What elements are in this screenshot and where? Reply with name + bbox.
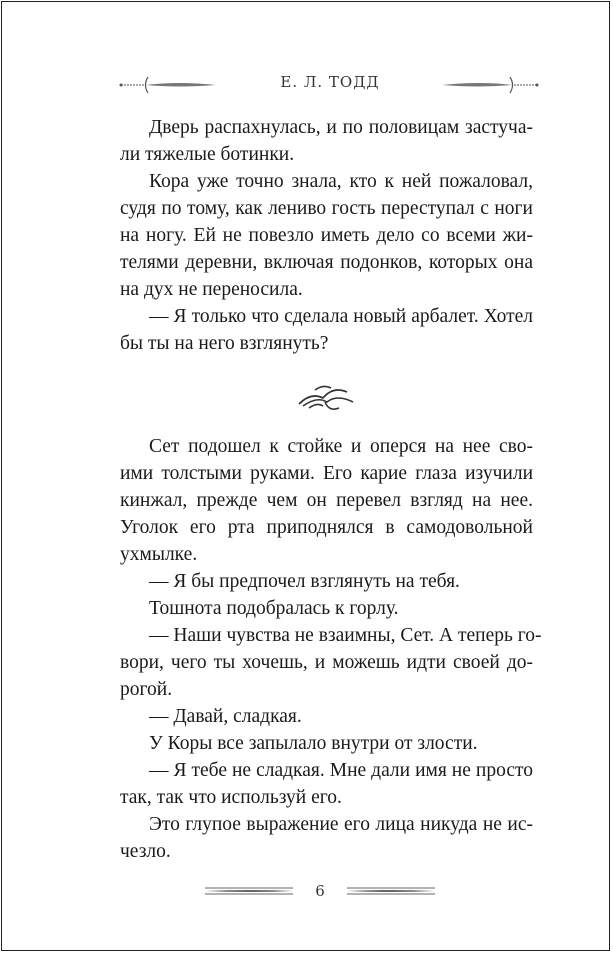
text-line: — Я тебе не сладкая. Мне дали имя не просто [149, 760, 533, 781]
fleuron-ornament-icon [297, 382, 355, 416]
text-line: телями деревни, включая подонков, которых она [120, 252, 533, 273]
text-line: Тошнота подобралась к горлу. [149, 598, 399, 619]
text-line: — Я только что сделала новый арбалет. Хотел [149, 306, 533, 327]
text-line: Уголок его рта приподнялся в самодовольной [120, 517, 533, 538]
text-line: Кора уже точно знала, кто к ней пожаловал, [149, 171, 533, 192]
header-author: Е. Л. ТОДД [280, 73, 380, 91]
text-line: — Давай, сладкая. [149, 706, 302, 727]
text-section-2 [120, 433, 542, 865]
text-line: чезло. [120, 841, 171, 862]
right-rule-ornament-icon [345, 886, 435, 896]
text-line: ими толстыми руками. Его карие глаза изучили [120, 463, 533, 484]
text-line: рогой. [120, 679, 173, 700]
text-line: вори, чего ты хочешь, и можешь идти своей до- [120, 652, 533, 673]
text-line: так, так что используй его. [120, 787, 342, 808]
text-line: бы ты на него взглянуть? [120, 333, 329, 354]
text-section-1 [120, 114, 533, 357]
text-line: кинжал, прежде чем он перевел взгляд на нее. [120, 490, 533, 511]
text-line: Сет подошел к стойке и оперся на нее сво- [149, 436, 533, 457]
text-line: на ногу. Ей не повезло иметь дело со всеми жи- [120, 225, 533, 246]
text-line: Дверь распахнулась, и по половицам застуча- [149, 117, 533, 138]
text-line: ухмылке. [120, 544, 198, 565]
right-sword-ornament-icon [440, 76, 540, 94]
text-line: — Я бы предпочел взглянуть на тебя. [149, 571, 460, 592]
text-line: ли тяжелые ботинки. [120, 144, 295, 165]
running-header [110, 70, 550, 100]
text-line: на дух не переносила. [120, 279, 303, 300]
text-line: Это глупое выражение его лица никуда не ис- [149, 814, 533, 835]
text-line: — Наши чувства не взаимны, Сет. А теперь го- [149, 625, 542, 646]
text-line: судя по тому, как лениво гость переступал с ноги [120, 198, 533, 219]
page-number: 6 [315, 882, 325, 900]
text-line: У Коры все запылало внутри от злости. [149, 733, 478, 754]
running-footer [200, 880, 440, 906]
